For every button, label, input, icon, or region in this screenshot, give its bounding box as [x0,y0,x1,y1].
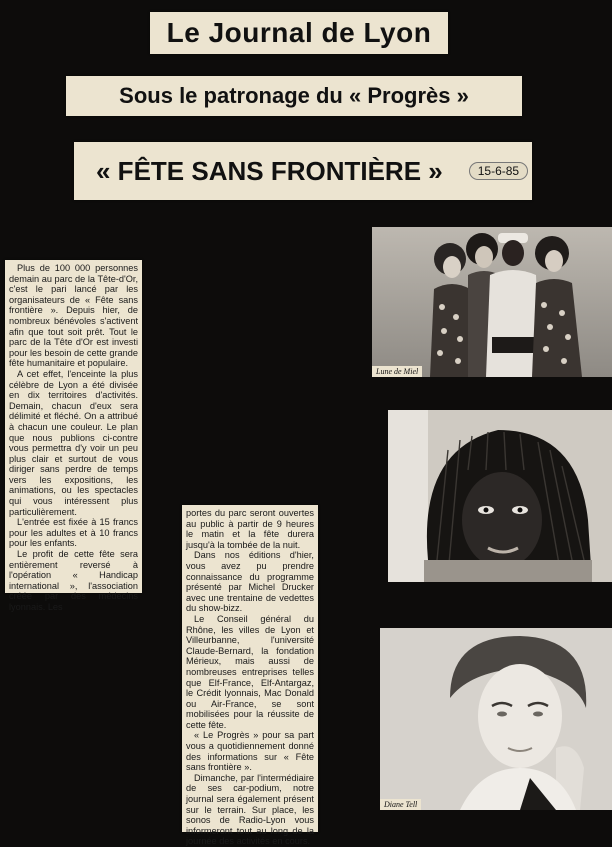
portrait-illustration [380,628,612,810]
photo-caption: Lune de Miel [372,366,422,377]
paragraph: Dimanche, par l'intermédiaire de ses car-podium, notre journal sera également présent sur le terrain. Sur place, les sonos de Radio-Lyon vous informeront tout au long de la journée des activités en cours. [186,772,314,847]
article-column-left [5,260,142,612]
paragraph: L'entrée est fixée à 15 francs pour les adultes et à 10 francs pour les enfants. [9,517,138,549]
paragraph: Le profit de cette fête sera entièrement reversé à l'opération « Handicap international », l'association créée par des médecins lyonnais. Les [9,549,138,612]
paragraph: Le Conseil général du Rhône, les villes de Lyon et Villeurbanne, l'université Claude-Bernard, la fondation Mérieux, mais aussi de nombreuses entreprises telles que Elf-France, Elf-Antargaz, le Crédit lyonnais, Mac Donald ou Air-France, se sont mobilisées pour la réussite de cette fête. [186,613,314,730]
photo-caption: Diane Tell [380,799,421,810]
article-title: « FÊTE SANS FRONTIÈRE » [96,155,443,186]
title-banner [74,142,532,200]
paragraph: portes du parc seront ouvertes au public à partir de 9 heures le matin et la fête durera jusqu'à la tombée de la nuit. [186,508,314,550]
date-stamp: 15-6-85 [469,162,528,180]
paragraph: A cet effet, l'enceinte la plus célèbre de Lyon a été divisée en dix territoires d'activités. Demain, chacun d'eux sera délimité et fléché. On a attribué à chacun une couleur. Le plan que nous publions ci-contre vous permettra d'y voir un peu plus clair et surtout de vous diriger sans perdre de temps vers les expositions, les animations, ou les spectacles qui vous intéressent plus particulièrement. [9,368,138,517]
photo-portrait-braids [388,410,612,582]
subhead: Sous le patronage du « Progrès » [66,76,522,116]
photo-lune-de-miel [372,227,612,377]
paragraph: Plus de 100 000 personnes demain au parc de la Tête-d'Or, c'est le pari lancé par les organisateurs de « Fête sans frontière ». Depuis hier, de nombreux bénévoles s'activent afin que tout soit prêt. Tout le parc de la Tête d'Or est investi pour les besoin de cette grande fête humanitaire et populaire. [9,263,138,369]
group-photo-illustration [372,227,612,377]
photo-diane-tell [380,628,612,810]
portrait-illustration [388,410,612,582]
paragraph: « Le Progrès » pour sa part vous a quotidiennement donné des informations sur « Fête sans frontière ». [186,730,314,773]
paragraph: Dans nos éditions d'hier, vous avez pu prendre connaissance du programme présenté par Michel Drucker avec une trentaine de vedettes du show-bizz. [186,550,314,614]
masthead: Le Journal de Lyon [150,12,448,54]
article-column-right [182,505,318,847]
